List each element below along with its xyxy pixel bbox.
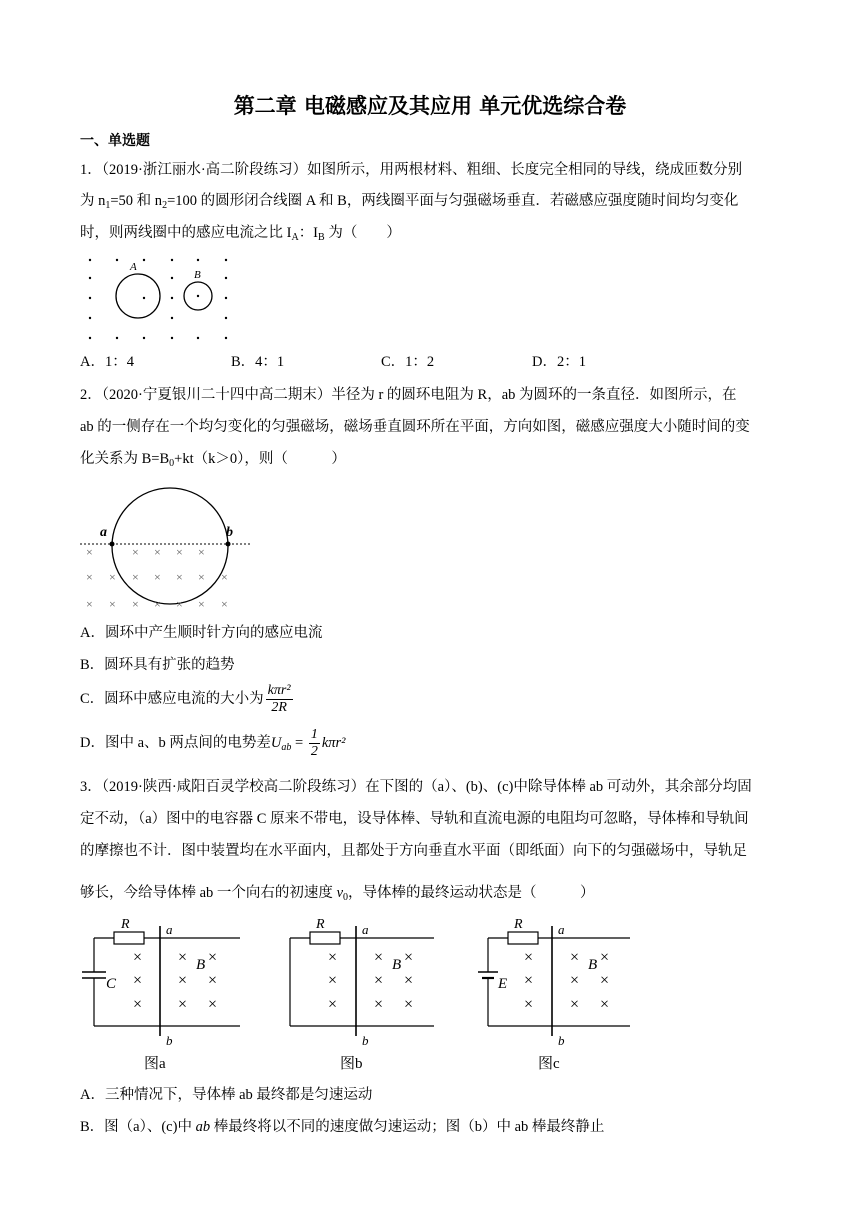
svg-text:a: a [362,922,369,937]
svg-text:×: × [109,570,116,584]
svg-text:B: B [588,957,598,973]
q1-line3: 时，则两线圈中的感应电流之比 $I_A$：$I_B$ 为（ ） [80,225,401,243]
resistor-c [508,932,538,944]
q1-option-c[interactable]: C．1：2 [381,354,435,370]
svg-text:C: C [106,976,117,992]
q3-line3: 的摩擦也不计．图中装置均在水平面内，且都处于方向垂直水平面（即纸面）向下的匀强磁场中，导轨足 [80,843,747,859]
svg-text:×: × [328,972,338,989]
svg-text:×: × [221,597,228,611]
svg-text:×: × [374,949,384,966]
svg-text:×: × [404,996,414,1013]
q1-line2: 为 $n_1=50$ 和 $n_2=100$ 的圆形闭合线圈 A 和 B，两线圈平面与匀强磁场垂直．若磁感应强度随时间均匀变化 [80,193,739,211]
q3-line1: 3．（2019·陕西·咸阳百灵学校高二阶段练习）在下图的（a）、(b)、(c)中除导体棒 ab 可动外，其余部分均固 [80,779,752,795]
q2-option-b[interactable]: B．圆环具有扩张的趋势 [80,657,235,673]
svg-text:×: × [524,996,534,1013]
svg-text:×: × [132,597,139,611]
q3-option-a[interactable]: A．三种情况下，导体棒 ab 最终都是匀速运动 [80,1087,373,1103]
point-b-label: b [226,525,233,540]
caption-b: 图b [340,1056,363,1072]
circuit-figure-a [82,917,240,1072]
q3-line4: 够长，今给导体棒 ab 一个向右的初速度 $v_0$，导体棒的最终运动状态是（ ） [80,885,595,903]
svg-text:R: R [514,917,523,932]
q1-option-a[interactable]: A．1：4 [80,354,134,370]
svg-text:×: × [524,972,534,989]
svg-text:×: × [208,949,218,966]
page-title: 第二章 电磁感应及其应用 单元优选综合卷 [233,94,627,118]
svg-text:×: × [404,972,414,989]
svg-text:×: × [154,597,161,611]
svg-text:×: × [176,597,183,611]
svg-text:R: R [316,917,325,932]
svg-text:×: × [524,949,534,966]
svg-text:b: b [558,1033,565,1048]
q2-figure-ring [80,476,255,616]
coil-a [116,274,160,318]
svg-text:a: a [166,922,173,937]
svg-text:×: × [133,949,143,966]
coil-b-label: B [194,269,201,281]
svg-text:×: × [374,996,384,1013]
svg-text:B: B [196,957,206,973]
svg-text:×: × [178,949,188,966]
coil-a-label: A [130,261,137,273]
q3-option-b[interactable]: B．图（a）、(c)中 ab 棒最终将以不同的速度做匀速运动；图（b）中 ab 棒最终静止 [80,1119,605,1135]
field-crosses [86,545,228,611]
q1-line1: 1．（2019·浙江丽水·高二阶段练习）如图所示，用两根材料、粗细、长度完全相同的导线，绕成匝数分别 [80,162,743,178]
svg-text:×: × [221,570,228,584]
svg-text:×: × [133,996,143,1013]
svg-text:×: × [600,972,610,989]
ring [112,488,228,604]
svg-text:E: E [498,976,508,992]
svg-text:×: × [132,570,139,584]
svg-text:×: × [328,996,338,1013]
svg-text:×: × [86,597,93,611]
q1-option-d[interactable]: D．2：1 [532,354,586,370]
circuit-figure-c [478,917,630,1072]
q1-figure-coils [80,252,240,344]
svg-text:×: × [570,972,580,989]
svg-text:×: × [198,545,205,559]
svg-text:×: × [178,972,188,989]
svg-text:×: × [154,570,161,584]
svg-text:R: R [121,917,130,932]
svg-text:×: × [176,570,183,584]
svg-text:×: × [86,545,93,559]
svg-text:×: × [178,996,188,1013]
resistor-a [114,932,144,944]
svg-text:×: × [570,949,580,966]
circuit-figure-b [290,917,434,1072]
resistor-b [310,932,340,944]
q2-line1: 2．（2020·宁夏银川二十四中高二期末）半径为 r 的圆环电阻为 R，ab 为圆环的一条直径．如图所示，在 [80,387,737,403]
q2-line3: 化关系为 $B=B_0+kt(k>0)$，则（ ） [80,451,346,469]
section-heading: 一、单选题 [80,133,150,149]
svg-text:×: × [198,597,205,611]
point-a-label: a [100,525,107,540]
caption-a: 图a [144,1056,166,1072]
svg-text:×: × [570,996,580,1013]
q3-figures [78,912,638,1072]
svg-text:×: × [109,597,116,611]
q2-line2: ab 的一侧存在一个均匀变化的匀强磁场，磁场垂直圆环所在平面，方向如图，磁感应强度大小随时间的变 [80,419,750,435]
svg-text:×: × [86,570,93,584]
point-b [226,542,231,547]
caption-c: 图c [538,1056,560,1072]
svg-text:×: × [208,972,218,989]
svg-text:×: × [133,972,143,989]
svg-text:×: × [600,996,610,1013]
point-a [110,542,115,547]
svg-text:b: b [166,1033,173,1048]
svg-text:a: a [558,922,565,937]
svg-text:B: B [392,957,402,973]
svg-text:×: × [176,545,183,559]
svg-text:×: × [328,949,338,966]
q2-option-d[interactable]: D．图中 a、b 两点间的电势差$U_{ab}$ = $\frac{1}{2}$ kπr² [80,727,346,759]
q2-option-c[interactable]: C．圆环中感应电流的大小为 $\frac{\text{kπr²}}{2R}$ [80,683,291,715]
svg-text:×: × [154,545,161,559]
svg-text:×: × [404,949,414,966]
q2-option-a[interactable]: A．圆环中产生顺时针方向的感应电流 [80,625,323,641]
svg-text:×: × [208,996,218,1013]
svg-text:×: × [600,949,610,966]
field-dots [89,259,227,339]
q3-line2: 定不动，（a）图中的电容器 C 原来不带电，设导体棒、导轨和直流电源的电阻均可忽略，导体棒和导轨间 [80,811,749,827]
svg-text:b: b [362,1033,369,1048]
svg-text:×: × [374,972,384,989]
svg-text:×: × [132,545,139,559]
svg-text:×: × [198,570,205,584]
q1-option-b[interactable]: B．4：1 [231,354,285,370]
